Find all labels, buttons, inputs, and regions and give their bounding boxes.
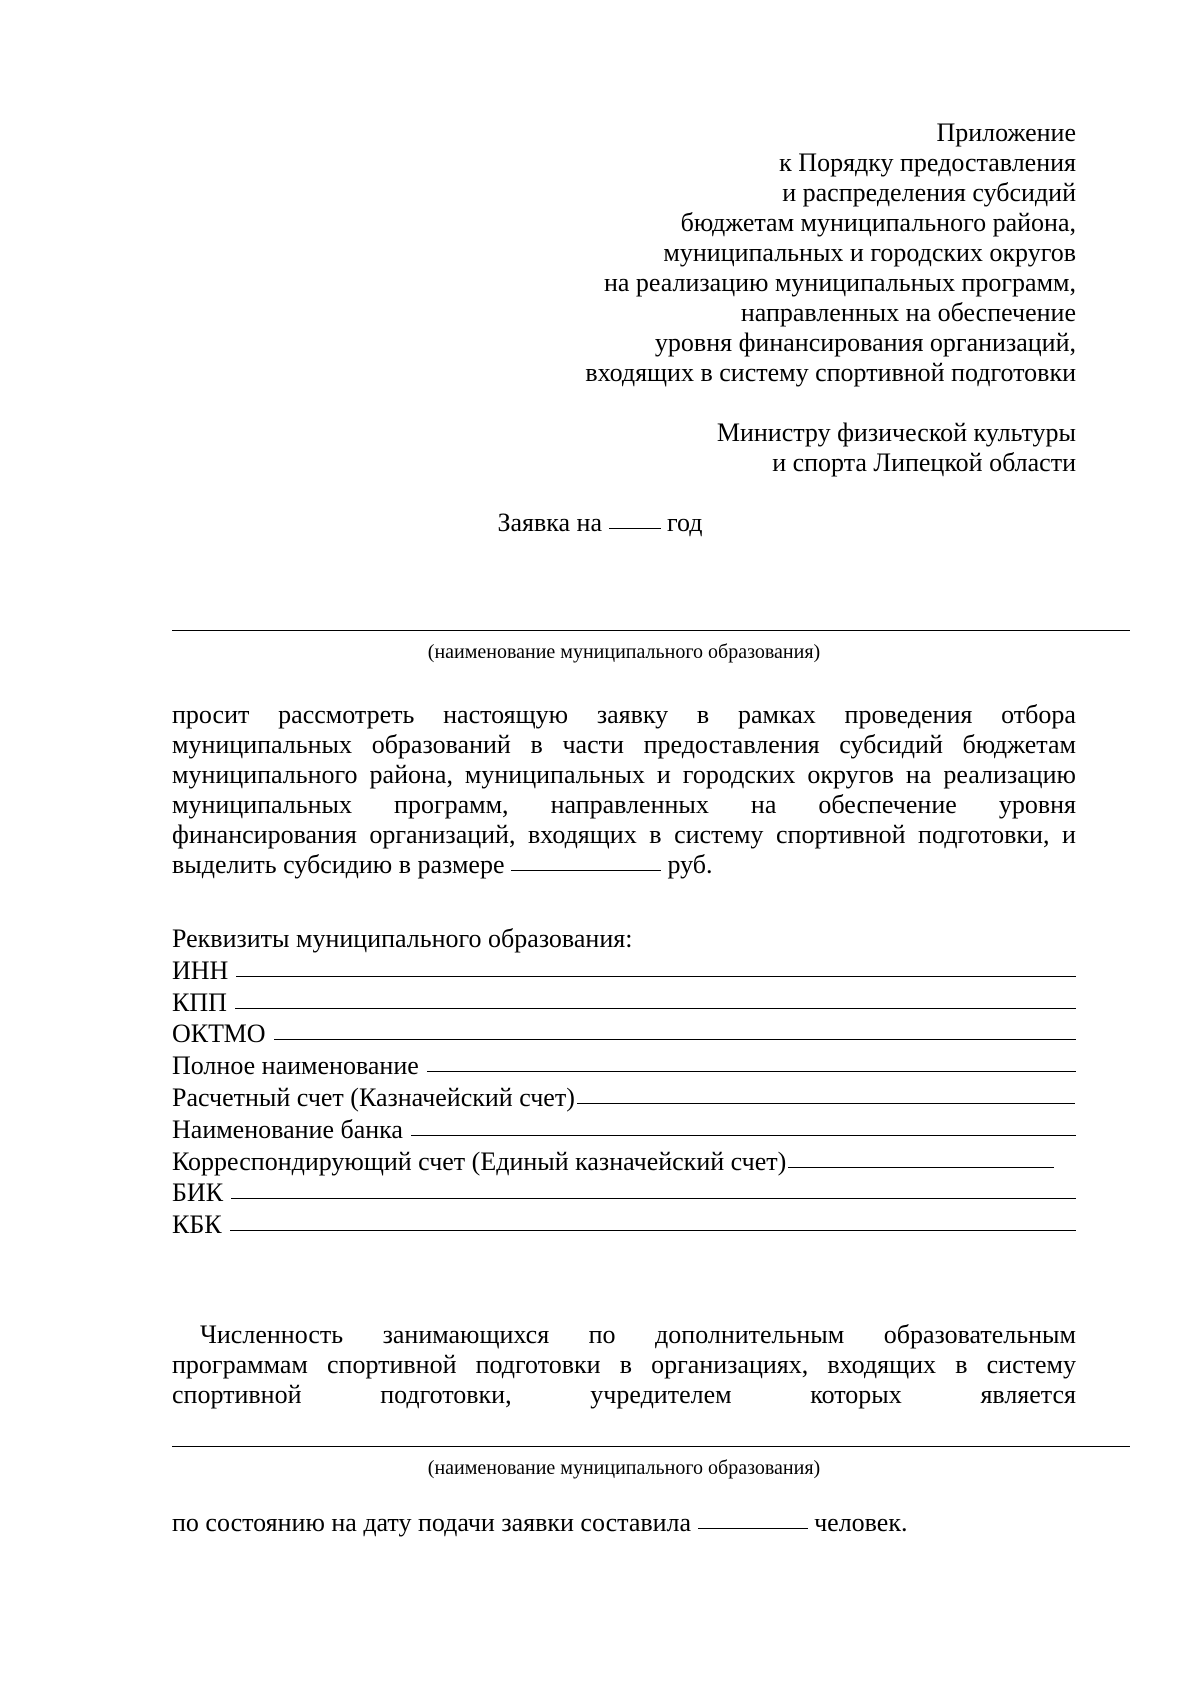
count-word: спортивной	[326, 1350, 457, 1379]
founder-municipality-field[interactable]	[172, 1446, 1130, 1447]
count-word: систему	[986, 1350, 1076, 1379]
people-count-field[interactable]	[698, 1527, 808, 1529]
requisite-label: КБК	[172, 1210, 222, 1240]
request-word: в	[649, 820, 662, 849]
appendix-line: муниципальных и городских округов	[663, 238, 1076, 267]
request-row	[172, 700, 1076, 730]
request-word: направленных	[550, 790, 709, 819]
kpp-field[interactable]	[235, 1007, 1076, 1009]
request-word: округов	[807, 760, 894, 789]
requisite-row-full-name	[172, 1050, 1076, 1082]
requisite-label: БИК	[172, 1178, 224, 1208]
request-word: городских	[682, 760, 796, 789]
count-word: подготовки,	[380, 1380, 512, 1409]
addressee-line: и спорта Липецкой области	[772, 448, 1076, 477]
request-word: рассмотреть	[278, 700, 415, 729]
request-row	[172, 790, 1076, 820]
count-word: дополнительным	[655, 1320, 845, 1349]
municipality-name-field[interactable]	[172, 630, 1130, 631]
request-word: на	[905, 760, 932, 789]
appendix-line: бюджетам муниципального района,	[680, 208, 1076, 237]
request-word: входящих	[528, 820, 637, 849]
request-word: отбора	[1001, 700, 1076, 729]
corr-account-field[interactable]	[788, 1166, 1054, 1168]
count-word: является	[980, 1380, 1076, 1409]
addressee-line: Министру физической культуры	[716, 418, 1076, 447]
count-last-suffix: человек.	[814, 1508, 908, 1537]
request-word: в	[696, 700, 710, 729]
request-word: муниципальных	[172, 730, 353, 759]
count-word: образовательным	[883, 1320, 1076, 1349]
title-prefix: Заявка на	[497, 508, 603, 537]
request-paragraph	[172, 700, 1076, 880]
count-last-row	[172, 1508, 907, 1538]
request-word: просит	[172, 700, 250, 729]
requisite-row-kbk	[172, 1209, 1076, 1241]
kbk-field[interactable]	[230, 1229, 1076, 1231]
request-word: финансирования	[172, 820, 357, 849]
count-word: организациях,	[651, 1350, 809, 1379]
request-word: предоставления	[643, 730, 820, 759]
title-suffix: год	[667, 508, 703, 537]
request-word: части	[562, 730, 624, 759]
requisite-row-kpp	[172, 987, 1076, 1019]
request-word: муниципального	[172, 760, 358, 789]
bank-name-field[interactable]	[411, 1134, 1076, 1136]
requisite-row-corr-account	[172, 1146, 1076, 1178]
requisite-label: Расчетный счет (Казначейский счет)	[172, 1082, 575, 1112]
request-word: спортивной	[775, 820, 906, 849]
count-row	[172, 1350, 1076, 1380]
requisites-heading-text: Реквизиты муниципального образования:	[172, 924, 633, 953]
year-field[interactable]	[609, 527, 661, 529]
municipality-caption: (наименование муниципального образования)	[427, 641, 821, 663]
bik-field[interactable]	[231, 1197, 1076, 1199]
request-word: программ,	[394, 790, 509, 819]
request-word: муниципальных	[464, 760, 645, 789]
count-word: занимающихся	[382, 1320, 550, 1349]
count-word: учредителем	[590, 1380, 732, 1409]
request-word: рамках	[737, 700, 816, 729]
founder-caption: (наименование муниципального образования)	[427, 1457, 821, 1479]
request-last-row	[172, 850, 1076, 880]
request-last-suffix: руб.	[667, 850, 713, 879]
request-word: подготовки,	[918, 820, 1050, 849]
count-word: в	[955, 1350, 968, 1379]
count-word: по	[588, 1320, 616, 1349]
request-word: заявку	[596, 700, 669, 729]
appendix-line: к Порядку предоставления	[779, 148, 1076, 177]
count-word: которых	[810, 1380, 902, 1409]
account-field[interactable]	[577, 1102, 1075, 1104]
request-word: обеспечение	[818, 790, 957, 819]
requisite-label: Наименование банка	[172, 1114, 403, 1144]
requisites-heading	[172, 923, 1076, 955]
request-word: настоящую	[443, 700, 569, 729]
requisite-row-bik	[172, 1177, 1076, 1209]
request-row	[172, 820, 1076, 850]
request-word: и	[656, 760, 671, 789]
request-word: бюджетам	[962, 730, 1076, 759]
count-word: Численность	[200, 1320, 344, 1349]
request-word: систему	[674, 820, 764, 849]
count-word: программам	[172, 1350, 308, 1379]
count-paragraph	[172, 1320, 1076, 1410]
request-row	[172, 730, 1076, 760]
requisite-row-inn	[172, 955, 1076, 987]
request-word: и	[1062, 820, 1076, 849]
count-word: входящих	[827, 1350, 937, 1379]
appendix-line: входящих в систему спортивной подготовки	[585, 358, 1076, 387]
request-word: уровня	[998, 790, 1076, 819]
inn-field[interactable]	[236, 975, 1076, 977]
appendix-line: направленных на обеспечение	[740, 298, 1076, 327]
request-word: в	[530, 730, 543, 759]
request-word: на	[750, 790, 777, 819]
request-row	[172, 760, 1076, 790]
requisites-block	[172, 923, 1076, 1241]
request-word: проведения	[844, 700, 973, 729]
requisite-label: ИНН	[172, 955, 229, 985]
requisite-row-bank	[172, 1114, 1076, 1146]
count-word: спортивной	[172, 1380, 302, 1409]
request-last-prefix: выделить субсидию в размере	[172, 850, 505, 879]
requisite-label: Полное наименование	[172, 1051, 419, 1081]
requisite-row-account	[172, 1082, 1076, 1114]
count-word: подготовки	[475, 1350, 601, 1379]
count-last-prefix: по состоянию на дату подачи заявки составила	[172, 1508, 692, 1537]
appendix-line: уровня финансирования организаций,	[654, 328, 1076, 357]
appendix-line: Приложение	[936, 118, 1076, 147]
full-name-field[interactable]	[427, 1070, 1076, 1072]
appendix-line: на реализацию муниципальных программ,	[603, 268, 1076, 297]
subsidy-amount-field[interactable]	[511, 869, 661, 871]
requisite-label: ОКТМО	[172, 1019, 266, 1049]
request-word: субсидий	[839, 730, 943, 759]
oktmo-field[interactable]	[274, 1038, 1076, 1040]
requisite-row-oktmo	[172, 1018, 1076, 1050]
request-word: муниципальных	[172, 790, 353, 819]
count-row	[172, 1320, 1076, 1350]
count-row	[172, 1380, 1076, 1410]
count-word: в	[619, 1350, 632, 1379]
request-word: реализацию	[943, 760, 1076, 789]
document-title	[0, 508, 1200, 538]
request-word: образований	[371, 730, 511, 759]
appendix-line: и распределения субсидий	[782, 178, 1076, 207]
requisite-label: Корреспондирующий счет (Единый казначейский счет)	[172, 1146, 787, 1176]
requisite-label: КПП	[172, 987, 227, 1017]
request-word: района,	[369, 760, 453, 789]
request-word: организаций,	[369, 820, 516, 849]
